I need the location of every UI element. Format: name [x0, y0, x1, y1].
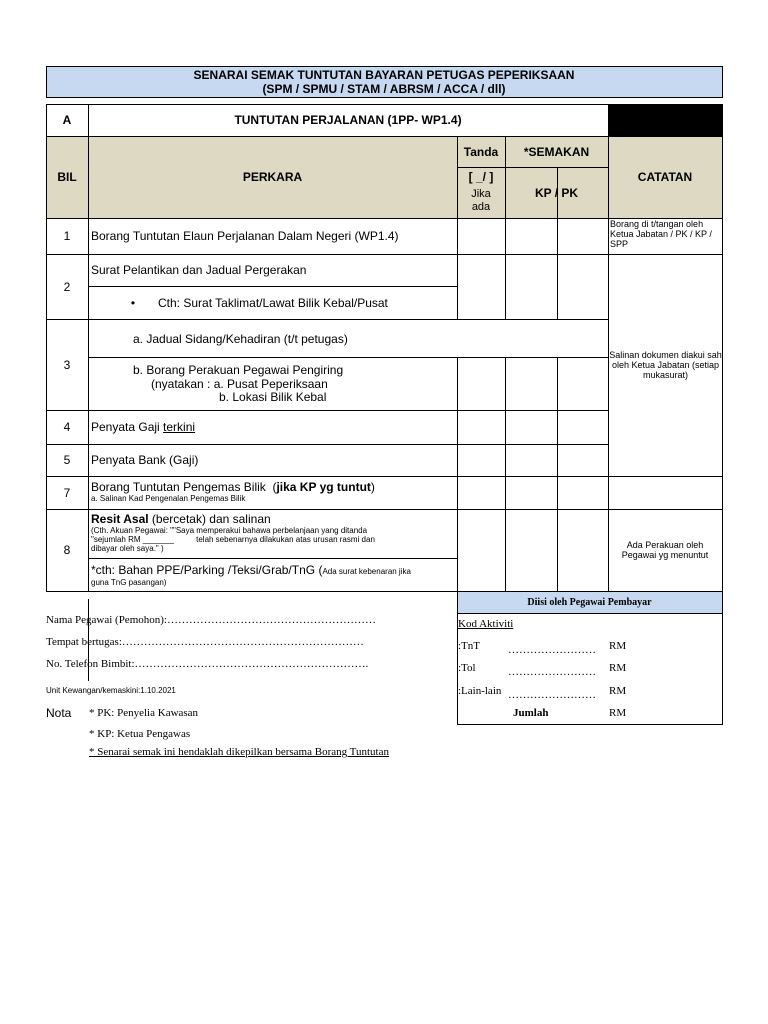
lain-lain-label: :Lain-lain — [458, 685, 502, 697]
col-catatan: CATATAN — [637, 170, 693, 184]
row-8-title-bold: Resit Asal — [91, 512, 149, 526]
row-7-text — [91, 480, 455, 494]
kod-aktiviti: Kod Aktiviti — [458, 618, 514, 630]
row-8-cth — [91, 563, 457, 577]
row-7-sub: a. Salinan Kad Pengenalan Pengemas Bilik — [91, 494, 246, 503]
row-7-text-close: ) — [370, 480, 375, 494]
col-perkara: PERKARA — [242, 170, 303, 184]
row-4-text-underlined: terkini — [163, 420, 196, 434]
row-8-title-rest: (bercetak) dan salinan — [148, 512, 271, 526]
col-tanda-mark: [ _/ ] — [468, 170, 494, 184]
row-4-text — [91, 410, 455, 444]
tol-label: :Tol — [458, 662, 476, 674]
nota-label: Nota — [46, 706, 72, 720]
row-3-a: a. Jadual Sidang/Kehadiran (t/t petugas) — [133, 331, 348, 346]
row-8-cth-small: Ada surat kebenaran jika — [322, 567, 411, 576]
col-tanda-note: Jika ada — [471, 188, 491, 213]
nota-kp: * KP: Ketua Pengawas — [89, 728, 191, 740]
section-letter: A — [62, 113, 72, 127]
row-8-line4: dibayar oleh saya." ) — [91, 544, 164, 553]
row-8-cth-small2: guna TnG pasangan) — [91, 578, 167, 587]
row-8-cth-main: *cth: Bahan PPE/Parking /Teksi/Grab/TnG ( — [91, 563, 323, 577]
section-title: TUNTUTAN PERJALANAN (1PP- WP1.4) — [234, 113, 462, 127]
row-8-line3: "sejumlah RM _______ telah sebenarnya dilakukan atas urusan rasmi dan — [91, 535, 375, 544]
row-1-note: Borang di t/tangan oleh Ketua Jabatan / PK / KP / SPP — [610, 219, 712, 249]
row-3-note: Salinan dokumen diakui sah oleh Ketua Jabatan (setiap mukasurat) — [609, 350, 722, 380]
nota-senarai: * Senarai semak ini hendaklah dikepilkan bersama Borang Tuntutan — [89, 746, 389, 758]
row-4-bil: 4 — [63, 420, 71, 434]
tnt-label: :TnT — [458, 640, 480, 652]
nota-pk: * PK: Penyelia Kawasan — [89, 707, 199, 719]
row-1-text: Borang Tuntutan Elaun Perjalanan Dalam Negeri (WP1.4) — [91, 229, 399, 243]
row-8-bil: 8 — [63, 543, 71, 557]
row-7-text-main: Borang Tuntutan Pengemas Bilik ( — [91, 480, 277, 494]
jumlah-label: Jumlah — [513, 707, 549, 719]
row-3-bil: 3 — [63, 357, 71, 372]
tnt-rm: RM — [609, 640, 627, 652]
row-2-bullet: • — [130, 296, 136, 310]
col-kp-pk: KP / PK — [534, 185, 579, 200]
row-2-sub: Cth: Surat Taklimat/Lawat Bilik Kebal/Pusat — [158, 296, 388, 310]
row-2-bil: 2 — [63, 279, 71, 294]
row-4-text-main: Penyata Gaji — [91, 420, 164, 434]
row-7-text-bold: jika KP yg tuntut — [276, 480, 371, 494]
form-subtitle: (SPM / SPMU / STAM / ABRSM / ACCA / dll) — [262, 81, 506, 96]
unit-kemaskini: Unit Kewangan/kemaskini:1.10.2021 — [46, 686, 176, 695]
row-3-b3: b. Lokasi Bilik Kebal — [219, 390, 327, 404]
lain-lain-dots: …………………… — [508, 689, 596, 701]
tnt-dots: …………………… — [508, 644, 596, 656]
row-5-bil: 5 — [63, 453, 71, 467]
tol-rm: RM — [609, 662, 627, 674]
row-5-text: Penyata Bank (Gaji) — [91, 453, 199, 467]
telefon-field[interactable]: No. Telefon Bimbit:………………………………………………………. — [46, 658, 369, 670]
row-3-b2: (nyatakan : a. Pusat Peperiksaan — [151, 377, 328, 391]
row-3-b1: b. Borang Perakuan Pegawai Pengiring — [133, 363, 344, 377]
form-title: SENARAI SEMAK TUNTUTAN BAYARAN PETUGAS PEPERIKSAAN — [193, 68, 575, 82]
row-8-line2: (Cth. Akuan Pegawai: ""Saya memperakui bahawa perbelanjaan yang ditanda — [91, 526, 368, 535]
row-1-bil: 1 — [63, 229, 71, 243]
col-bil: BIL — [57, 170, 77, 184]
row-8-title — [91, 512, 455, 526]
tempat-bertugas-field[interactable]: Tempat bertugas:………………………………………………………… — [46, 636, 364, 648]
row-7-bil: 7 — [63, 485, 71, 500]
col-tanda: Tanda — [463, 144, 499, 159]
pembayar-title: Diisi oleh Pegawai Pembayar — [527, 596, 652, 608]
tol-dots: …………………… — [508, 666, 596, 678]
jumlah-rm: RM — [609, 707, 627, 719]
col-semakan: *SEMAKAN — [523, 144, 590, 159]
row-2-text: Surat Pelantikan dan Jadual Pergerakan — [91, 263, 307, 277]
nama-pegawai-field[interactable]: Nama Pegawai (Pemohon):………………………………………………… — [46, 614, 376, 626]
row-8-note: Ada Perakuan oleh Pegawai yg menuntut — [621, 540, 709, 560]
lain-lain-rm: RM — [609, 685, 627, 697]
section-black-cell — [608, 104, 722, 136]
